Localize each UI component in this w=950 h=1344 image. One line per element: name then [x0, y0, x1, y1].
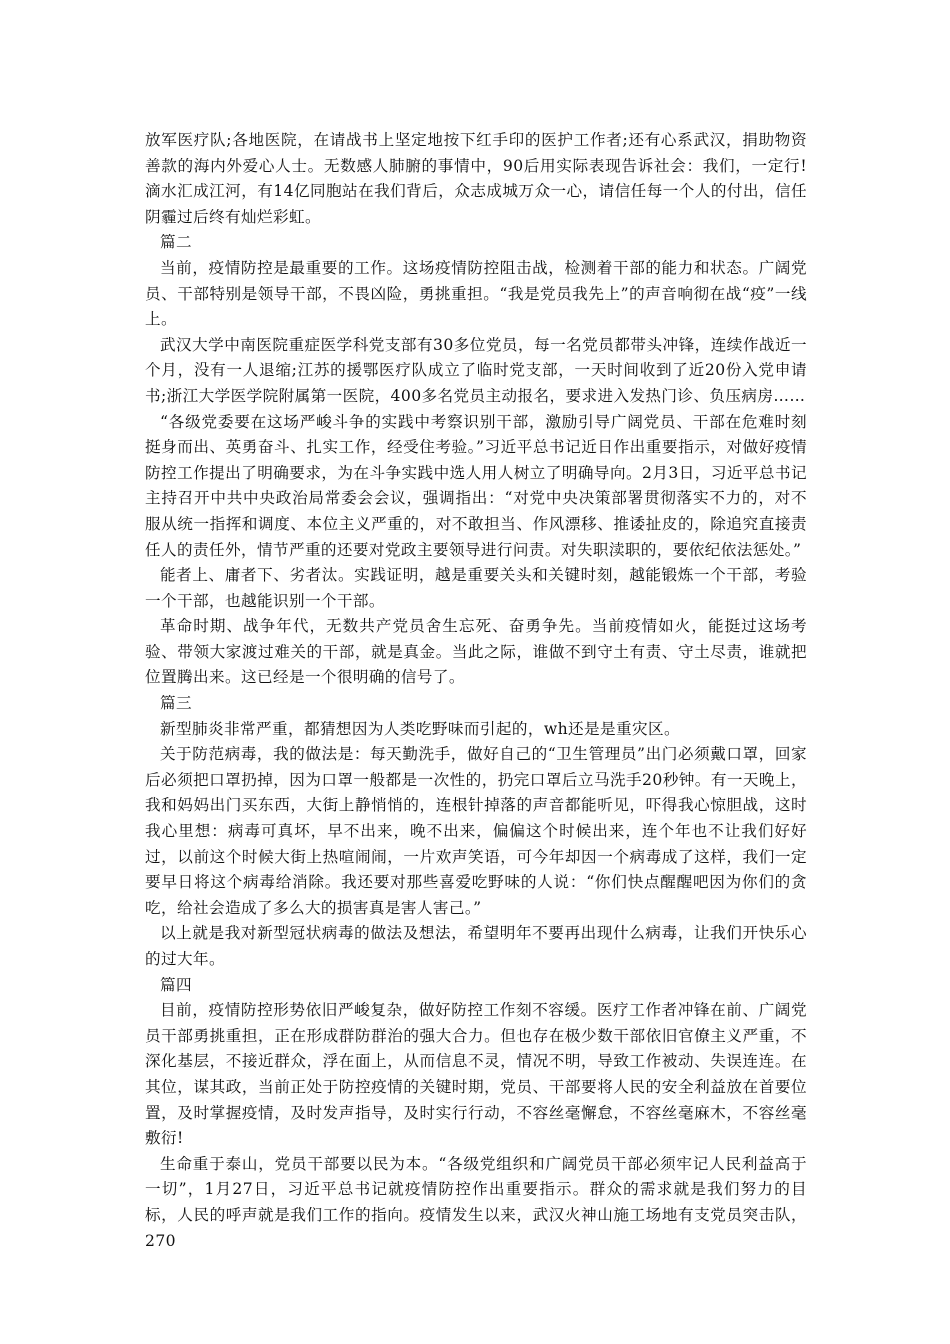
paragraph: 关于防范病毒，我的做法是：每天勤洗手，做好自己的“卫生管理员”出门必须戴口罩，回家后必须把口罩扔掉，因为口罩一般都是一次性的，扔完口罩后立马洗手20秒钟。有一天晚上，我和妈妈出门买东西，大街上静悄悄的，连根针掉落的声音都能听见，吓得我心惊胆战，这时我心里想：病毒可真坏，早不出来，晚不出来，偏偏这个时候出来，连个年也不让我们好好过，以前这个时候大街上热喧闹闹，一片欢声笑语，可今年却因一个病毒成了这样，我们一定要早日将这个病毒给消除。我还要对那些喜爱吃野味的人说：“你们快点醒醒吧因为你们的贪吃，给社会造成了多么大的损害真是害人害己。”: [145, 745, 807, 917]
paragraph: 当前，疫情防控是最重要的工作。这场疫情防控阻击战，检测着干部的能力和状态。广阔党员、干部特别是领导干部，不畏凶险，勇挑重担。“我是党员我先上”的声音响彻在战“疫”一线上。: [145, 258, 807, 329]
paragraph: 生命重于泰山，党员干部要以民为本。“各级党组织和广阔党员干部必须牢记人民利益高于一切”，1月27日，习近平总书记就疫情防控作出重要指示。群众的需求就是我们努力的目标，人民的呼声就是我们工作的指向。疫情发生以来，武汉火神山施工场地有支党员突击队，270: [145, 1154, 807, 1250]
paragraph: 武汉大学中南医院重症医学科党支部有30多位党员，每一名党员都带头冲锋，连续作战近一个月，没有一人退缩;江苏的援鄂医疗队成立了临时党支部，一天时间收到了近20份入党申请书;浙江大学医学院附属第一医院，400多名党员主动报名，要求进入发热门诊、负压病房……: [145, 335, 807, 405]
paragraph: 能者上、庸者下、劣者汰。实践证明，越是重要关头和关键时刻，越能锻炼一个干部，考验一个干部，也越能识别一个干部。: [145, 566, 807, 610]
paragraph: 革命时期、战争年代，无数共产党员舍生忘死、奋勇争先。当前疫情如火，能挺过这场考验、带领大家渡过难关的干部，就是真金。当此之际，谁做不到守土有责、守土尽责，谁就把位置腾出来。这已经是一个很明确的信号了。: [145, 617, 807, 687]
paragraph: “各级党委要在这场严峻斗争的实践中考察识别干部，激励引导广阔党员、干部在危难时刻挺身而出、英勇奋斗、扎实工作，经受住考验。”习近平总书记近日作出重要指示，对做好疫情防控工作提出了明确要求，为在斗争实践中选人用人树立了明确导向。2月3日，习近平总书记主持召开中共中央政治局常委会会议，强调指出：“对党中央决策部署贯彻落实不力的，对不服从统一指挥和调度、本位主义严重的，对不敢担当、作风漂移、推诿扯皮的，除追究直接责任人的责任外，情节严重的还要对党政主要领导进行问责。对失职渎职的，要依纪依法惩处。”: [145, 412, 807, 559]
section-heading: 篇二: [160, 233, 192, 252]
paragraph: 目前，疫情防控形势依旧严峻复杂，做好防控工作刻不容缓。医疗工作者冲锋在前、广阔党员干部勇挑重担，正在形成群防群治的强大合力。但也存在极少数干部依旧官僚主义严重，不深化基层，不接近群众，浮在面上，从而信息不灵，情况不明，导致工作被动、失误连连。在其位，谋其政，当前正处于防控疫情的关键时期，党员、干部要将人民的安全利益放在首要位置，及时掌握疫情，及时发声指导，及时实行行动，不容丝毫懈怠，不容丝毫麻木，不容丝毫敷衍!: [145, 1001, 807, 1148]
paragraph: 以上就是我对新型冠状病毒的做法及想法，希望明年不要再出现什么病毒，让我们开快乐心的过大年。: [145, 924, 807, 968]
section-heading: 篇四: [160, 975, 192, 994]
paragraph: 新型肺炎非常严重，都猜想因为人类吃野味而引起的，wh还是是重灾区。: [160, 719, 680, 738]
document-page: [145, 128, 807, 1254]
paragraph: 放军医疗队;各地医院，在请战书上坚定地按下红手印的医护工作者;还有心系武汉，捐助物资善款的海内外爱心人士。无数感人肺腑的事情中，90后用实际表现告诉社会：我们，一定行!滴水汇成江河，有14亿同胞站在我们背后，众志成城万众一心，请信任每一个人的付出，信任阴霾过后终有灿烂彩虹。: [145, 131, 807, 226]
section-heading: 篇三: [160, 694, 192, 713]
